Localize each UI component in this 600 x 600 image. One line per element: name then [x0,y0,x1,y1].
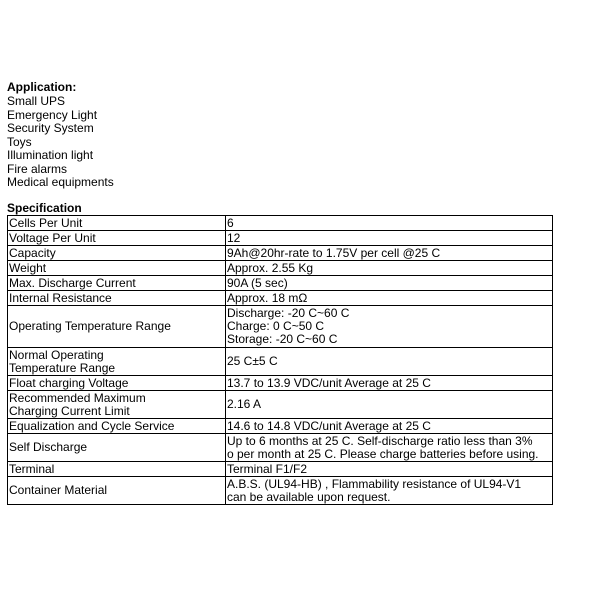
spec-label-cell [8,391,226,419]
spec-row [8,434,553,462]
spec-value-cell [226,291,553,306]
spec-value-cell [226,391,553,419]
spec-value-text: o per month at 25 C. Please charge batteries before using. [227,446,539,461]
spec-row [8,376,553,391]
spec-value-text: 2.16 A [227,397,262,411]
spec-value-text: Charge: 0 C~50 C [227,319,325,333]
spec-value-text: 9Ah@20hr-rate to 1.75V per cell @25 C [227,245,441,260]
spec-label-cell [8,246,226,261]
spec-row [8,419,553,434]
spec-row [8,391,553,419]
spec-value-text: 25 C±5 C [227,354,278,368]
spec-label-text: Internal Resistance [9,290,112,305]
specification-heading: Specification [7,201,82,215]
spec-value-cell [226,462,553,477]
spec-label-text: Self Discharge [9,440,88,454]
spec-value-cell [226,419,553,434]
spec-label-text: Container Material [9,483,108,497]
spec-value-text: 14.6 to 14.8 VDC/unit Average at 25 C [227,418,431,433]
spec-row [8,216,553,231]
spec-value-cell [226,434,553,462]
spec-value-cell [226,306,553,348]
spec-value-text: Discharge: -20 C~60 C [227,306,350,320]
spec-label-text: Terminal [9,461,55,476]
spec-label-text: Recommended Maximum [9,390,146,405]
spec-value-cell [226,376,553,391]
application-item: Security System [7,121,94,135]
spec-value-cell [226,216,553,231]
spec-label-cell [8,306,226,348]
spec-value-cell [226,276,553,291]
spec-label-cell [8,419,226,434]
spec-label-cell [8,276,226,291]
spec-row [8,306,553,348]
spec-label-cell [8,462,226,477]
spec-value-text: can be available upon request. [227,489,391,504]
application-item: Emergency Light [7,107,98,122]
spec-label-text: Max. Discharge Current [9,275,136,290]
spec-label-text: Operating Temperature Range [9,319,171,333]
application-item: Toys [7,134,32,149]
spec-label-cell [8,261,226,276]
spec-label-cell [8,216,226,231]
application-item: Illumination light [7,148,94,162]
spec-value-text: Terminal F1/F2 [227,461,308,476]
spec-label-cell [8,231,226,246]
spec-label-text: Capacity [9,245,56,260]
spec-label-cell [8,291,226,306]
spec-row [8,477,553,505]
spec-label-text: Weight [9,260,47,275]
spec-row [8,246,553,261]
spec-value-text: 90A (5 sec) [227,275,288,290]
spec-row [8,261,553,276]
spec-label-cell [8,477,226,505]
spec-row [8,462,553,477]
specification-table-body [8,216,553,505]
spec-value-cell [226,261,553,276]
specification-table [7,215,553,505]
application-item: Medical equipments [7,175,114,189]
spec-value-cell [226,231,553,246]
spec-label-text: Cells Per Unit [9,215,83,230]
spec-label-text: Equalization and Cycle Service [9,418,175,433]
spec-label-text: Float charging Voltage [9,375,129,390]
spec-label-cell [8,434,226,462]
application-list [7,95,114,190]
spec-label-text: Voltage Per Unit [9,230,96,245]
spec-row [8,348,553,376]
spec-value-cell [226,246,553,261]
spec-value-text: 12 [227,230,241,245]
spec-value-text: A.B.S. (UL94-HB) , Flammability resistance of UL94-V1 [227,476,522,491]
spec-label-cell [8,376,226,391]
spec-row [8,231,553,246]
spec-value-text: Storage: -20 C~60 C [227,332,338,346]
spec-value-text: Up to 6 months at 25 C. Self-discharge ratio less than 3% [227,433,533,448]
spec-value-text: Approx. 18 mΩ [227,290,308,305]
application-heading: Application: [7,80,77,94]
spec-value-text: Approx. 2.55 Kg [227,260,314,275]
spec-label-cell [8,348,226,376]
application-item: Fire alarms [7,161,68,176]
spec-label-text: Charging Current Limit [9,403,130,418]
spec-row [8,276,553,291]
spec-label-text: Temperature Range [9,360,116,375]
spec-value-cell [226,348,553,376]
spec-value-text: 13.7 to 13.9 VDC/unit Average at 25 C [227,375,431,390]
spec-value-text: 6 [227,215,234,230]
spec-value-cell [226,477,553,505]
application-item: Small UPS [7,94,66,108]
spec-label-text: Normal Operating [9,347,104,362]
spec-row [8,291,553,306]
